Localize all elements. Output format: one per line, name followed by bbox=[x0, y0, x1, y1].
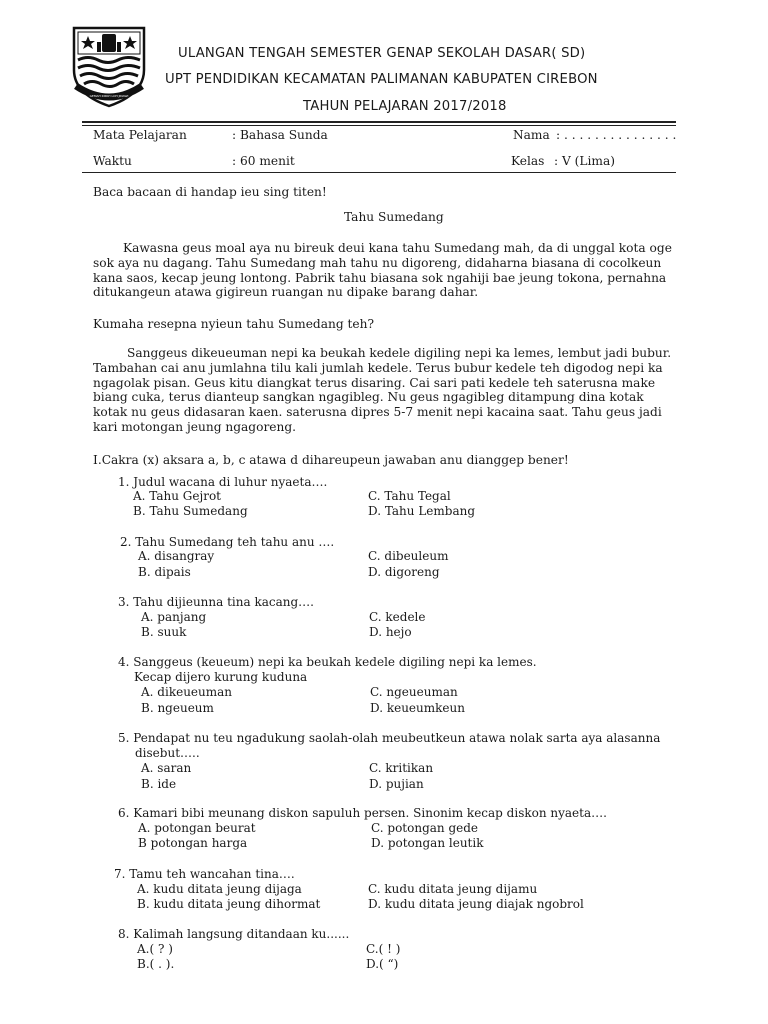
option-d[interactable]: D. kudu ditata jeung diajak ngobrol bbox=[368, 897, 584, 911]
paragraph-line: ngagolak pisan. Geus kitu diangkat terus disaring. Cai sari pati kedele teh saterusna make bbox=[93, 375, 656, 390]
option-b[interactable]: B.( . ). bbox=[137, 957, 175, 971]
option-d[interactable]: D. pujian bbox=[369, 777, 424, 791]
option-d[interactable]: D. potongan leutik bbox=[371, 836, 484, 850]
header-rule-thick bbox=[82, 121, 676, 123]
reading-title: Tahu Sumedang bbox=[344, 210, 444, 224]
question-5-line-2: disebut….. bbox=[135, 746, 200, 760]
option-c[interactable]: C. ngeueuman bbox=[370, 685, 458, 699]
reading-paragraph-1 bbox=[93, 241, 677, 300]
header-line-1: ULANGAN TENGAH SEMESTER GENAP SEKOLAH DASAR( SD) bbox=[178, 46, 586, 61]
option-b[interactable]: B. dipais bbox=[138, 565, 191, 579]
paragraph-line: sok aya nu dagang. Tahu Sumedang mah tahu nu digoreng, didaharna biasana di cocolkeun bbox=[93, 255, 662, 270]
option-a[interactable]: A. panjang bbox=[141, 610, 207, 624]
subject-label: Mata Pelajaran bbox=[93, 128, 187, 142]
question-3: 3. Tahu dijieunna tina kacang…. bbox=[118, 595, 314, 609]
section-heading: I.Cakra (x) aksara a, b, c atawa d dihareupeun jawaban anu dianggep bener! bbox=[93, 453, 569, 467]
class-label: Kelas bbox=[511, 154, 545, 168]
question-5: 5. Pendapat nu teu ngadukung saolah-olah meubeutkeun atawa nolak sarta aya alasanna bbox=[118, 731, 661, 745]
option-d[interactable]: D.( “) bbox=[366, 957, 399, 971]
time-label: Waktu bbox=[93, 154, 132, 168]
option-c[interactable]: C.( ! ) bbox=[366, 942, 401, 956]
reading-instruction: Baca bacaan di handap ieu sing titen! bbox=[93, 185, 327, 199]
header-line-2: UPT PENDIDIKAN KECAMATAN PALIMANAN KABUPATEN CIREBON bbox=[165, 72, 598, 87]
paragraph-line: Kawasna geus moal aya nu bireuk deui kana tahu Sumedang mah, da di unggal kota oge bbox=[123, 241, 672, 255]
option-b[interactable]: B. ide bbox=[141, 777, 177, 791]
time-value: : 60 menit bbox=[232, 154, 295, 168]
question-6: 6. Kamari bibi meunang diskon sapuluh persen. Sinonim kecap diskon nyaeta…. bbox=[118, 806, 607, 820]
option-c[interactable]: C. dibeuleum bbox=[368, 549, 449, 563]
option-d[interactable]: D. Tahu Lembang bbox=[368, 504, 476, 518]
paragraph-line: kari motongan jeung ngagoreng. bbox=[93, 419, 297, 434]
logo-motto: GEMAH RIPAH LOH JINAWI bbox=[89, 94, 129, 98]
option-a[interactable]: A. disangray bbox=[138, 549, 215, 563]
option-c[interactable]: C. kudu ditata jeung dijamu bbox=[368, 882, 538, 896]
header-rule-thin bbox=[82, 125, 676, 126]
header-line-3: TAHUN PELAJARAN 2017/2018 bbox=[303, 99, 507, 114]
option-a[interactable]: A. kudu ditata jeung dijaga bbox=[137, 882, 302, 896]
subject-value: : Bahasa Sunda bbox=[232, 128, 328, 142]
paragraph-line: biang cuka, terus dianteup sangkan ngagibleg. Nu geus ngagibleg ditampung dina kotak bbox=[93, 390, 644, 405]
option-c[interactable]: C. kedele bbox=[369, 610, 426, 624]
option-c[interactable]: C. Tahu Tegal bbox=[368, 489, 451, 503]
question-8: 8. Kalimah langsung ditandaan ku...... bbox=[118, 927, 350, 941]
paragraph-line: Sanggeus dikeueuman nepi ka beukah kedele digiling nepi ka lemes, lembut jadi bubur. bbox=[127, 346, 672, 360]
option-b[interactable]: B. kudu ditata jeung dihormat bbox=[137, 897, 321, 911]
info-rule bbox=[82, 172, 676, 173]
paragraph-line: Tambahan cai anu jumlahna tilu kali jumlah kedele. Terus bubur kedele teh digodog nepi ka bbox=[93, 360, 663, 375]
option-b[interactable]: B. Tahu Sumedang bbox=[133, 504, 248, 518]
reading-question: Kumaha resepna nyieun tahu Sumedang teh? bbox=[93, 317, 375, 331]
option-d[interactable]: D. digoreng bbox=[368, 565, 440, 579]
name-field[interactable]: : . . . . . . . . . . . . . . . bbox=[556, 128, 677, 142]
reading-paragraph-2 bbox=[93, 346, 677, 435]
option-b[interactable]: B potongan harga bbox=[138, 836, 248, 850]
question-7: 7. Tamu teh wancahan tina…. bbox=[114, 867, 295, 881]
question-1: 1. Judul wacana di luhur nyaeta…. bbox=[118, 475, 328, 489]
option-a[interactable]: A. potongan beurat bbox=[138, 821, 256, 835]
paragraph-line: kana saos, kecap jeung lontong. Pabrik tahu biasana sok ngahiji bae jeung tokona, pernahna bbox=[93, 270, 667, 285]
option-c[interactable]: C. potongan gede bbox=[371, 821, 479, 835]
paragraph-line: kotak nu geus didasaran kaen. saterusna dipres 5-7 menit nepi kacaina saat. Tahu geus jadi bbox=[93, 405, 662, 420]
class-value: : V (Lima) bbox=[554, 154, 615, 168]
option-a[interactable]: A. dikeueuman bbox=[141, 685, 233, 699]
paragraph-line: ditukangeun atawa gigireun ruangan nu dipake barang dahar. bbox=[93, 285, 479, 300]
regency-emblem-logo bbox=[66, 24, 152, 110]
option-d[interactable]: D. hejo bbox=[369, 625, 412, 639]
name-label: Nama bbox=[513, 128, 550, 142]
question-4: 4. Sanggeus (keueum) nepi ka beukah kedele digiling nepi ka lemes. bbox=[118, 655, 537, 669]
option-b[interactable]: B. ngeueum bbox=[141, 701, 214, 715]
option-d[interactable]: D. keueumkeun bbox=[370, 701, 465, 715]
option-a[interactable]: A. saran bbox=[141, 761, 192, 775]
option-b[interactable]: B. suuk bbox=[141, 625, 187, 639]
option-c[interactable]: C. kritikan bbox=[369, 761, 434, 775]
question-2: 2. Tahu Sumedang teh tahu anu …. bbox=[120, 535, 335, 549]
option-a[interactable]: A. Tahu Gejrot bbox=[133, 489, 221, 503]
option-a[interactable]: A.( ? ) bbox=[137, 942, 173, 956]
question-4-line-2: Kecap dijero kurung kuduna bbox=[134, 670, 308, 684]
